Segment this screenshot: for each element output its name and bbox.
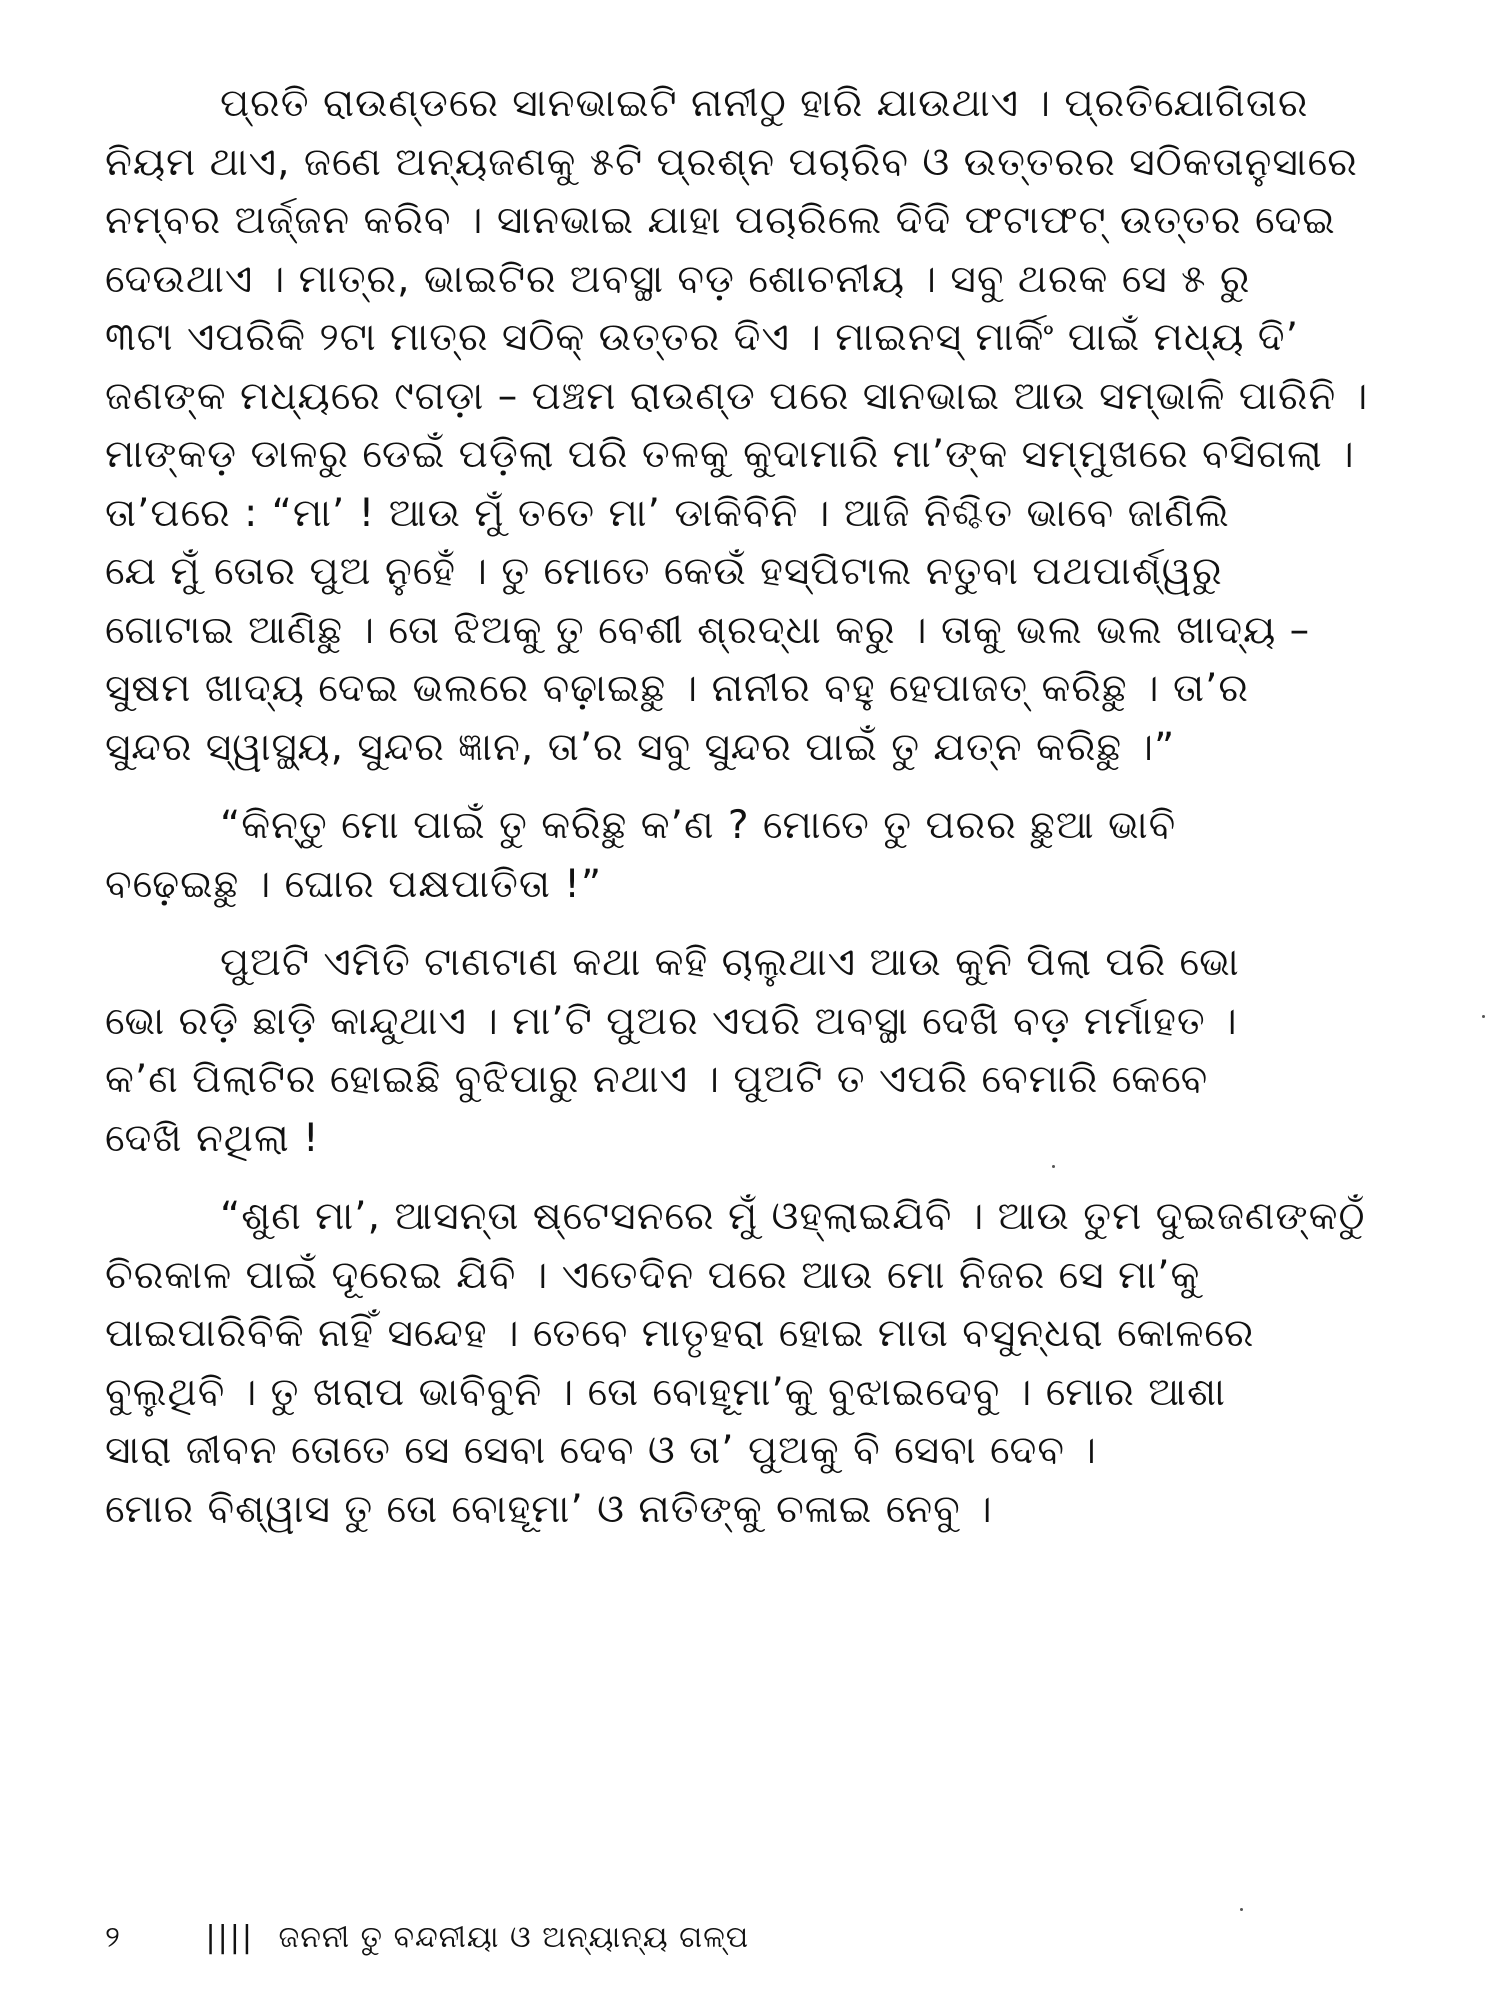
paragraph-line: ଚିରକାଳ ପାଇଁ ଦୂରେଇ ଯିବି । ଏତେଦିନ ପରେ ଆଉ ମୋ ନିଜର ସେ ମା’କୁ (105, 1252, 1201, 1298)
paragraph-line: ସୁନ୍ଦର ସ୍ୱାସ୍ଥ୍ୟ, ସୁନ୍ଦର ଜ୍ଞାନ, ତା’ର ସବୁ ସୁନ୍ଦର ପାଇଁ ତୁ ଯତ୍ନ କରିଛୁ ।” (105, 724, 1176, 770)
paragraph-line: ତା’ପରେ : “ମା’ ! ଆଉ ମୁଁ ତତେ ମା’ ଡାକିବିନି । ଆଜି ନିଶ୍ଚିତ ଭାବେ ଜାଣିଲି (105, 490, 1230, 536)
paragraph-line: ପୁଅଟି ଏମିତି ଟାଣଟାଣ କଥା କହି ଚାଲୁଥାଏ ଆଉ କୁନି ପିଲା ପରି ଭୋ (220, 940, 1240, 985)
paragraph-line: ନିୟମ ଥାଏ, ଜଣେ ଅନ୍ୟଜଣକୁ ୫ଟି ପ୍ରଶ୍ନ ପଚାରିବ ଓ ଉତ୍ତରର ସଠିକତାନୁସାରେ (105, 139, 1358, 185)
story-text (105, 75, 1425, 1539)
paragraph-line: ମୋର ବିଶ୍ୱାସ ତୁ ତୋ ବୋହୂମା’ ଓ ନାତିଙ୍କୁ ଚଳାଇ ନେବୁ । (105, 1486, 993, 1532)
paragraph-line: ମାଙ୍କଡ଼ ଡାଳରୁ ଡେଇଁ ପଡ଼ିଲା ପରି ତଳକୁ କୁଦାମାରି ମା’ଙ୍କ ସମ୍ମୁଖରେ ବସିଗଲା । (105, 432, 1355, 477)
paragraph-line: ପ୍ରତି ରାଉଣ୍ଡରେ ସାନଭାଇଟି ନାନୀଠୁ ହାରି ଯାଉଥାଏ । ପ୍ରତିଯୋଗିତାର (220, 81, 1309, 126)
paragraph-line: “କିନ୍ତୁ ମୋ ପାଇଁ ତୁ କରିଛୁ କ’ଣ ? ମୋତେ ତୁ ପରର ଛୁଆ ଭାବି (220, 803, 1177, 848)
paragraph-line: ସୁଷମ ଖାଦ୍ୟ ଦେଇ ଭଲରେ ବଢ଼ାଇଛୁ । ନାନୀର ବହୁ ହେପାଜତ୍ କରିଛୁ । ତା’ର (105, 666, 1249, 711)
scan-speck (1482, 1015, 1485, 1018)
scan-speck (1052, 1165, 1055, 1168)
footer-ornament: |||| (205, 1920, 254, 1955)
paragraph-line: ୩ଟା ଏପରିକି ୨ଟା ମାତ୍ର ସଠିକ୍ ଉତ୍ତର ଦିଏ । ମାଇନସ୍ ମାର୍କିଂ ପାଇଁ ମଧ୍ୟ ଦି’ (105, 315, 1300, 360)
page-footer (105, 1918, 749, 1958)
paragraph-line: ବଢ଼େଇଛୁ । ଘୋର ପକ୍ଷପାତିତା !” (105, 861, 603, 907)
paragraph-line: ଯେ ମୁଁ ତୋର ପୁଅ ନୁହେଁ । ତୁ ମୋତେ କେଉଁ ହସ୍ପିଟାଲ ନତୁବା ପଥପାର୍ଶ୍ୱରୁ (105, 549, 1223, 594)
paragraph-line: ଦେଖି ନଥିଲା ! (105, 1115, 320, 1161)
paragraph-line: ଭୋ ରଡ଼ି ଛାଡ଼ି କାନ୍ଦୁଥାଏ । ମା’ଟି ପୁଅର ଏପରି ଅବସ୍ଥା ଦେଖି ବଡ଼ ମର୍ମାହତ । (105, 998, 1238, 1044)
paragraph-line: କ’ଣ ପିଲାଟିର ହୋଇଛି ବୁଝିପାରୁ ନଥାଏ । ପୁଅଟି ତ ଏପରି ବେମାରି କେବେ (105, 1057, 1209, 1102)
book-title: ଜନନୀ ତୁ ବନ୍ଦନୀୟା ଓ ଅନ୍ୟାନ୍ୟ ଗଳ୍ପ (278, 1920, 750, 1955)
paragraph-line: ନମ୍ବର ଅର୍ଜ୍ଜନ କରିବ । ସାନଭାଇ ଯାହା ପଚାରିଲେ ଦିଦି ଫଟାଫଟ୍ ଉତ୍ତର ଦେଇ (105, 198, 1336, 243)
paragraph-line: ଜଣଙ୍କ ମଧ୍ୟରେ ୯ଗଡ଼ା – ପଞ୍ଚମ ରାଉଣ୍ଡ ପରେ ସାନଭାଇ ଆଉ ସମ୍ଭାଳି ପାରିନି । (105, 373, 1369, 419)
paragraph-line: ସାରା ଜୀବନ ତୋତେ ସେ ସେବା ଦେବ ଓ ତା’ ପୁଅକୁ ବି ସେବା ଦେବ । (105, 1428, 1097, 1473)
paragraph-line: ଗୋଟାଇ ଆଣିଛୁ । ତୋ ଝିଅକୁ ତୁ ବେଶୀ ଶ୍ରଦ୍ଧା କରୁ । ତାକୁ ଭଲ ଭଲ ଖାଦ୍ୟ – (105, 607, 1311, 653)
paragraph-line: ବୁଲୁଥିବି । ତୁ ଖରାପ ଭାବିବୁନି । ତୋ ବୋହୂମା’କୁ ବୁଝାଇଦେବୁ । ମୋର ଆଶା (105, 1369, 1226, 1415)
paragraph-line: ପାଇପାରିବିକି ନାହିଁ ସନ୍ଦେହ । ତେବେ ମାତୃହରା ହୋଇ ମାତା ବସୁନ୍ଧରା କୋଳରେ (105, 1311, 1255, 1356)
page-number: ୨ (105, 1920, 121, 1955)
paragraph-line: “ଶୁଣ ମା’, ଆସନ୍ତା ଷ୍ଟେସନରେ ମୁଁ ଓହ୍ଲାଇଯିବି । ଆଉ ତୁମ ଦୁଇଜଣଙ୍କଠୁଁ (220, 1194, 1366, 1239)
paragraph-line: ଦେଉଥାଏ । ମାତ୍ର, ଭାଇଟିର ଅବସ୍ଥା ବଡ଼ ଶୋଚନୀୟ । ସବୁ ଥରକ ସେ ୫ ରୁ (105, 256, 1251, 302)
scan-speck (1240, 1908, 1243, 1911)
